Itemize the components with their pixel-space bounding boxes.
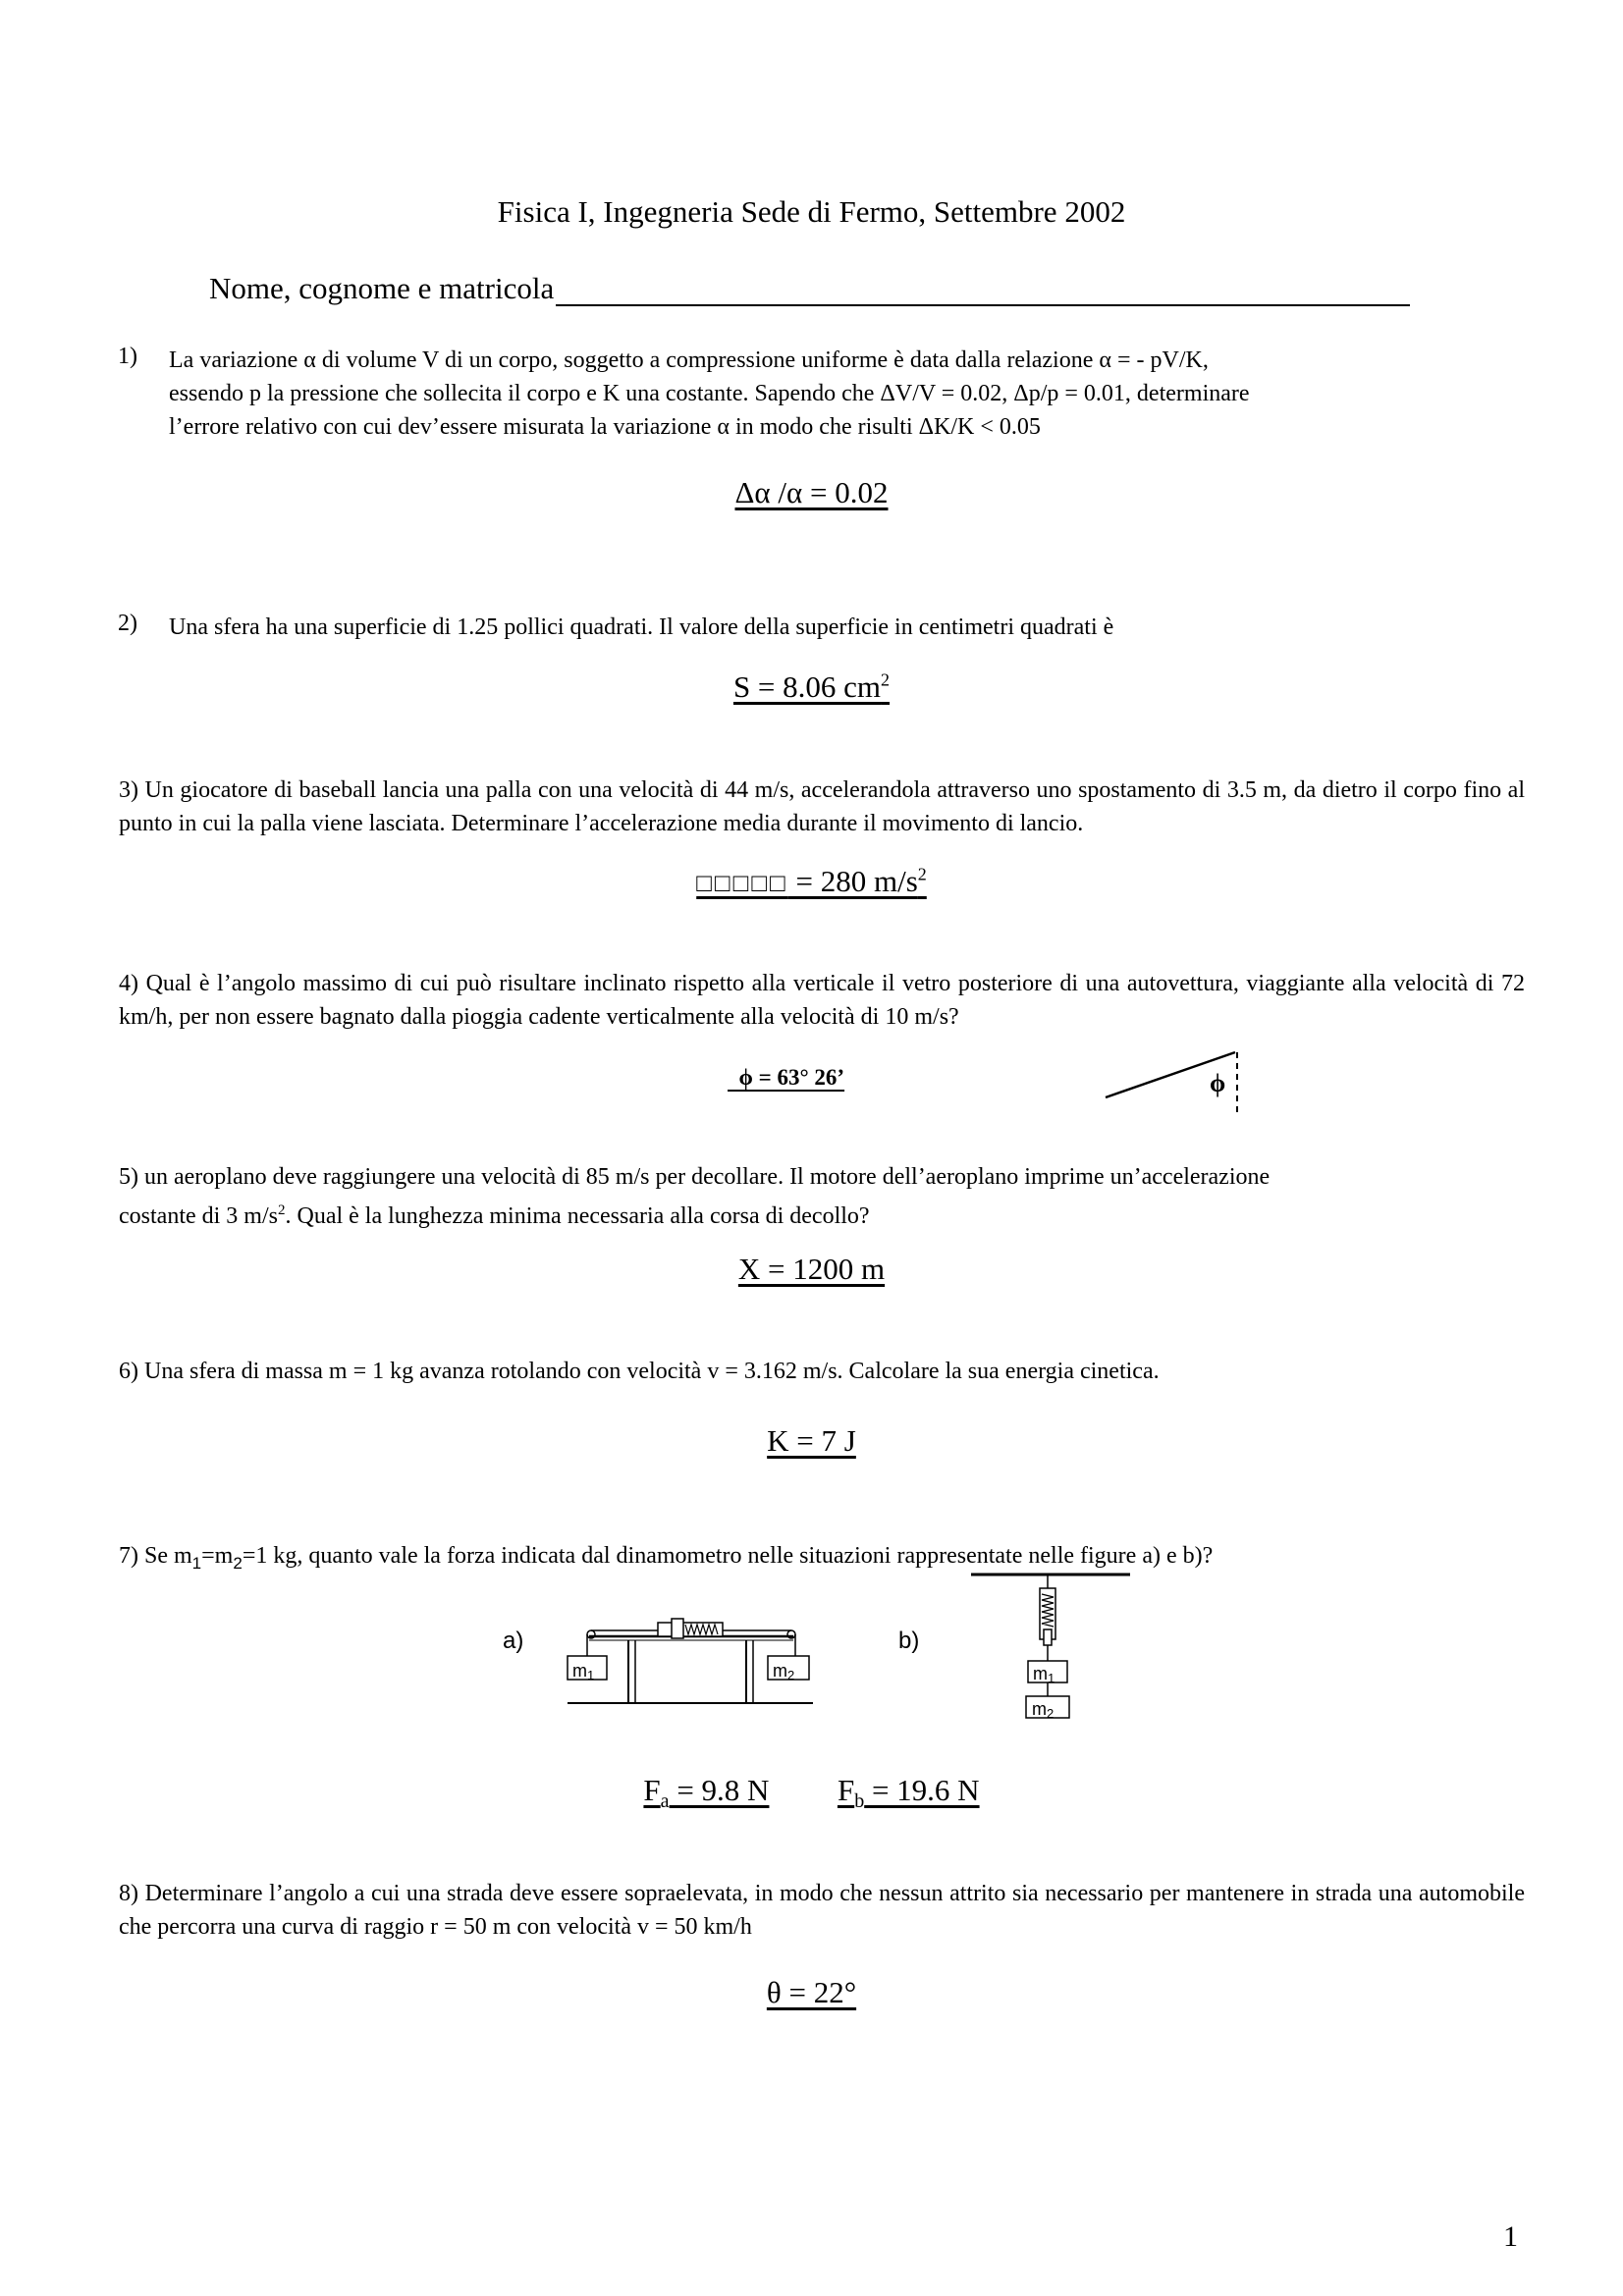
name-blank-line[interactable] [556, 275, 1410, 306]
figure-b-hanging-dynamometer [967, 1571, 1134, 1728]
answer-4 [728, 1065, 844, 1091]
answer-8-text: θ = 22° [766, 1975, 857, 2009]
answer-7-fb [837, 1773, 980, 1813]
mass-m2-main-b: m [1032, 1699, 1047, 1719]
mass-m2-main-a: m [773, 1661, 787, 1681]
figure-b-label: b) [898, 1628, 920, 1654]
answer-2-exponent: 2 [881, 669, 891, 690]
answer-7-fb-value: = 19.6 N [864, 1773, 980, 1807]
question-2-text: Una sfera ha una superficie di 1.25 pollici quadrati. Il valore della superficie in centimetri quadrati è [169, 614, 1114, 640]
answer-7-fa-sub: a [660, 1790, 670, 1813]
answer-6-text: K = 7 J [767, 1423, 856, 1458]
figure-a-table-dynamometer [560, 1595, 820, 1708]
question-7-text [119, 1539, 1525, 1580]
mass-m1-sub-a: 1 [587, 1668, 595, 1682]
answer-3-main: = 280 m/s [787, 864, 918, 898]
answer-3 [0, 864, 1623, 899]
mass-m1-sub-b: 1 [1048, 1671, 1055, 1685]
page-number: 1 [1503, 2220, 1518, 2253]
rear-window-angle-figure [1100, 1042, 1247, 1119]
question-5-line-1: 5) un aeroplano deve raggiungere una velocità di 85 m/s per decollare. Il motore dell’aeroplano imprime un’accelerazione [119, 1164, 1271, 1190]
answer-6 [0, 1423, 1623, 1459]
question-1-line-2: essendo p la pressione che sollecita il corpo e K una costante. Sapendo che ΔV/V = 0.02, Δp/p = 0.01, determinare [169, 381, 1250, 406]
answer-3-missing-glyphs: □□□□□ [696, 868, 788, 897]
dynamometer-hook [1044, 1629, 1052, 1645]
answer-7-fb-symbol: F [837, 1773, 855, 1807]
answer-2-main: S = 8.06 cm [732, 669, 882, 704]
answer-5 [0, 1252, 1623, 1287]
answer-3-exponent: 2 [917, 864, 927, 884]
answer-5-text: X = 1200 m [737, 1252, 886, 1286]
question-7-part-a: 7) Se m [119, 1543, 192, 1569]
answer-7 [0, 1773, 1623, 1813]
question-7-part-mid: =m [201, 1543, 234, 1569]
question-5-line-2b: . Qual è la lunghezza minima necessaria alla corsa di decollo? [285, 1203, 870, 1229]
page-title: Fisica I, Ingegneria Sede di Fermo, Settembre 2002 [497, 194, 1126, 229]
mass-m2-sub-b: 2 [1047, 1706, 1055, 1721]
question-7-sub-1: 1 [191, 1553, 202, 1573]
answer-7-fa-value: = 9.8 N [669, 1773, 770, 1807]
answer-1-text: Δα /α = 0.02 [734, 475, 889, 509]
question-6-text: 6) Una sfera di massa m = 1 kg avanza rotolando con velocità v = 3.162 m/s. Calcolare la sua energia cinetica. [119, 1359, 1160, 1384]
question-1-line-1: La variazione α di volume V di un corpo, soggetto a compressione uniforme è data dalla relazione α = - pV/K, [169, 347, 1209, 373]
question-7-part-b: =1 kg, quanto vale la forza indicata dal dinamometro nelle situazioni rappresentate nelle figure a) e b)? [242, 1543, 1214, 1569]
figure-a-label: a) [503, 1628, 524, 1654]
answer-1 [0, 475, 1623, 510]
question-5-text [119, 1160, 1525, 1233]
answer-7-fa [643, 1773, 770, 1813]
question-4-text: 4) Qual è l’angolo massimo di cui può risultare inclinato rispetto alla verticale il vetro posteriore di una autovettura, viaggiante alla velocità di 72 km/h, per non essere bagnato dalla pioggia cadente verticalmente alla velocità di 10 m/s? [119, 971, 1525, 1030]
answer-3-text [696, 864, 927, 898]
answer-4-value: ϕ = 63° 26’ [738, 1065, 845, 1090]
name-field-row [209, 271, 1410, 306]
answer-7-fa-symbol: F [643, 1773, 661, 1807]
mass-m1-main-b: m [1033, 1664, 1048, 1683]
question-5-line-2 [119, 1194, 1525, 1233]
answer-2 [0, 669, 1623, 705]
question-1-text [169, 344, 1524, 444]
mass-m1-main-a: m [572, 1661, 587, 1681]
question-7-sub-2: 2 [233, 1553, 243, 1573]
question-3-text: 3) Un giocatore di baseball lancia una palla con una velocità di 44 m/s, accelerandola attraverso uno spostamento di 3.5 m, da dietro il corpo fino al punto in cui la palla viene lasciata. Determinare l’accelerazione media durante il movimento di lancio. [119, 777, 1525, 836]
answer-4-text [728, 1065, 844, 1090]
answer-2-text [733, 669, 890, 704]
mass-m2-sub-a: 2 [787, 1668, 795, 1682]
question-2-number: 2) [118, 611, 137, 636]
question-1-number: 1) [118, 344, 137, 369]
answer-8 [0, 1975, 1623, 2010]
answer-7-fb-sub: b [854, 1790, 865, 1813]
question-8-text: 8) Determinare l’angolo a cui una strada deve essere sopraelevata, in modo che nessun attrito sia necessario per mantenere in strada una automobile che percorra una curva di raggio r = 50 m con velocità v = 50 km/h [119, 1881, 1525, 1940]
phi-label: ϕ [1210, 1069, 1226, 1097]
question-5-line-2a: costante di 3 m/s [119, 1203, 278, 1229]
name-label: Nome, cognome e matricola [209, 271, 555, 305]
question-1-line-3: l’errore relativo con cui dev’essere misurata la variazione α in modo che risulti ΔK/K < 0.05 [169, 414, 1041, 440]
question-5-exponent: 2 [277, 1202, 286, 1218]
dynamometer-cap [672, 1619, 683, 1638]
